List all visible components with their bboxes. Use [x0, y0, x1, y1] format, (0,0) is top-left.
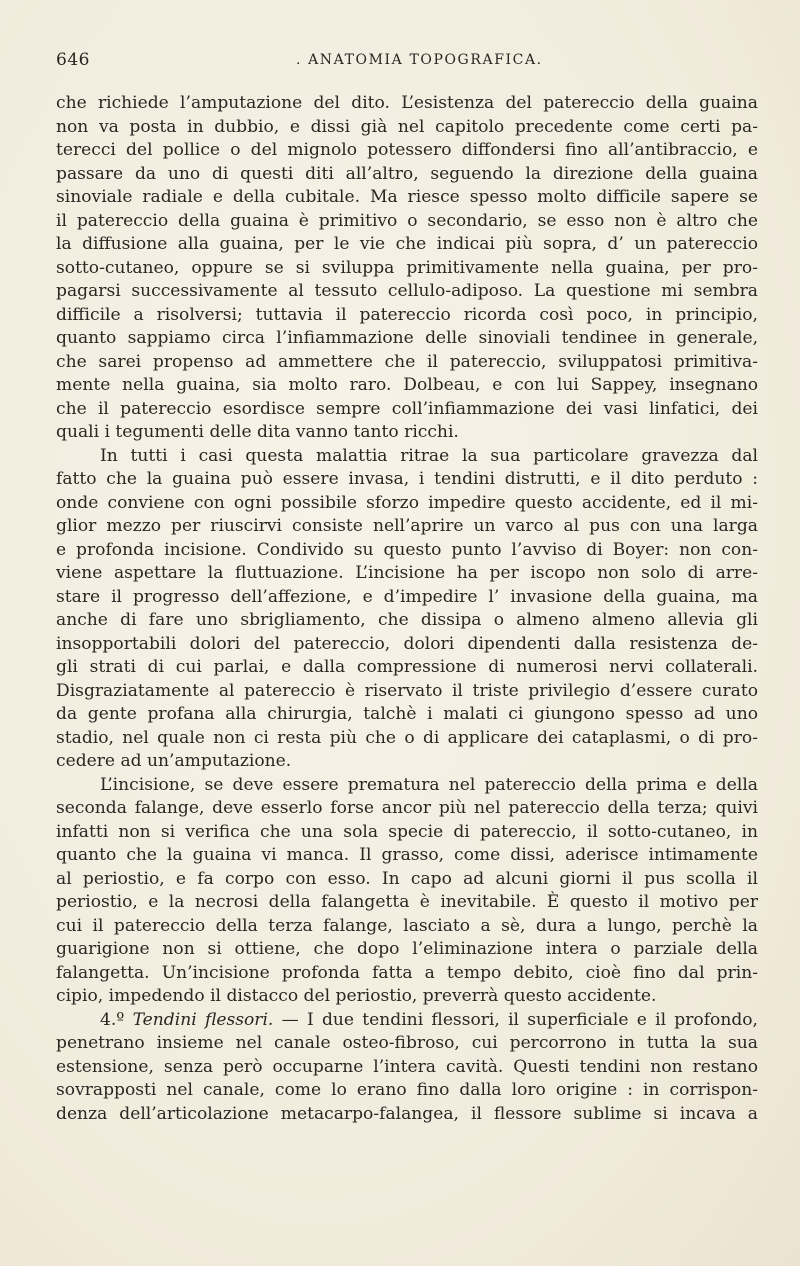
text-line: il patereccio della guaina è primitivo o secondario, se esso non è altro che: [56, 210, 758, 231]
text-line: che il patereccio esordisce sempre coll’infiammazione dei vasi linfatici, dei: [56, 398, 758, 419]
text-line: mente nella guaina, sia molto raro. Dolbeau, e con lui Sappey, insegnano: [56, 375, 758, 395]
text-line: estensione, senza però occuparne l’intera cavità. Questi tendini non restano: [56, 1056, 758, 1077]
text-line: periostio, e la necrosi della falangetta è inevitabile. È questo il motivo per: [56, 892, 758, 912]
text-line: sovrapposti nel canale, come lo erano fino dalla loro origine : in corrispon-: [56, 1080, 758, 1100]
text-line: al periostio, e fa corpo con esso. In capo ad alcuni giorni il pus scolla il: [56, 868, 758, 889]
text-line: cedere ad un’amputazione.: [56, 751, 292, 771]
text-line: terecci del pollice o del mignolo potessero diffondersi fino all’antibraccio, e: [56, 140, 758, 160]
text-line: onde conviene con ogni possibile sforzo impedire questo accidente, ed il mi-: [56, 492, 758, 513]
text-line: fatto che la guaina può essere invasa, i tendini distrutti, e il dito perduto :: [56, 469, 758, 489]
text-line: sotto-cutaneo, oppure se si sviluppa primitivamente nella guaina, per pro-: [56, 257, 758, 278]
text-line: stadio, nel quale non ci resta più che o di applicare dei cataplasmi, o di pro-: [56, 727, 758, 748]
section-number: 4.º: [100, 1009, 125, 1030]
text-line: anche di fare uno sbrigliamento, che dissipa o almeno almeno allevia gli: [56, 610, 758, 630]
text-line: gli strati di cui parlai, e dalla compressione di numerosi nervi collaterali.: [56, 657, 758, 677]
text-line: denza dell’articolazione metacarpo-falangea, il flessore sublime si incava a: [56, 1103, 758, 1124]
paragraph-first-line: In tutti i casi questa malattia ritrae la sua particolare gravezza dal: [100, 445, 758, 466]
text-line: quanto che la guaina vi manca. Il grasso, come dissi, aderisce intimamente: [56, 845, 758, 865]
text-line: glior mezzo per riuscirvi consiste nell’aprire un varco al pus con una larga: [56, 516, 758, 536]
text-line: viene aspettare la fluttuazione. L’incisione ha per iscopo non solo di arre-: [56, 563, 758, 583]
text-line: insopportabili dolori del patereccio, dolori dipendenti dalla resistenza de-: [56, 633, 758, 654]
text-line: cui il patereccio della terza falange, lasciato a sè, dura a lungo, perchè la: [56, 915, 758, 936]
text-line: pagarsi successivamente al tessuto cellulo-adiposo. La questione mi sembra: [56, 281, 758, 301]
text-line: la diffusione alla guaina, per le vie che indicai più sopra, d’ un patereccio: [56, 234, 758, 254]
text-line: falangetta. Un’incisione profonda fatta a tempo debito, cioè fino dal prin-: [56, 962, 758, 983]
section-text: — I due tendini flessori, il superficiale e il profondo,: [273, 1009, 758, 1030]
text-line: da gente profana alla chirurgia, talchè i malati ci giungono spesso ad uno: [56, 704, 758, 724]
text-line: sinoviale radiale e della cubitale. Ma riesce spesso molto difficile sapere se: [56, 187, 758, 207]
text-line: guarigione non si ottiene, che dopo l’eliminazione intera o parziale della: [56, 939, 758, 959]
text-line: non va posta in dubbio, e dissi già nel capitolo precedente come certi pa-: [56, 116, 758, 137]
section-title: Tendini flessori.: [132, 1009, 274, 1030]
text-line: quanto sappiamo circa l’infiammazione delle sinoviali tendinee in generale,: [56, 328, 758, 348]
text-line: e profonda incisione. Condivido su questo punto l’avviso di Boyer: non con-: [56, 539, 758, 560]
page-header: [56, 50, 756, 76]
text-line: difficile a risolversi; tuttavia il patereccio ricorda così poco, in principio,: [56, 304, 758, 325]
text-line: che richiede l’amputazione del dito. L’esistenza del patereccio della guaina: [56, 93, 758, 113]
page-number: 646: [56, 50, 90, 70]
section-heading-line: [56, 1009, 758, 1033]
text-line: quali i tegumenti delle dita vanno tanto ricchi.: [56, 422, 459, 442]
text-line: infatti non si verifica che una sola specie di patereccio, il sotto-cutaneo, in: [56, 821, 758, 842]
text-line: passare da uno di questi diti all’altro, seguendo la direzione della guaina: [56, 163, 758, 184]
text-line: stare il progresso dell’affezione, e d’impedire l’ invasione della guaina, ma: [56, 586, 758, 607]
paragraph-first-line: L’incisione, se deve essere prematura nel patereccio della prima e della: [100, 774, 758, 795]
text-line: penetrano insieme nel canale osteo-fibroso, cui percorrono in tutta la sua: [56, 1033, 758, 1053]
text-line: cipio, impedendo il distacco del periostio, preverrà questo accidente.: [56, 986, 657, 1006]
text-line: Disgraziatamente al patereccio è riservato il triste privilegio d’essere curato: [56, 680, 758, 701]
text-line: che sarei propenso ad ammettere che il patereccio, sviluppatosi primitiva-: [56, 351, 758, 372]
text-line: seconda falange, deve esserlo forse ancor più nel patereccio della terza; quivi: [56, 798, 758, 818]
running-title: . ANATOMIA TOPOGRAFICA.: [296, 52, 543, 68]
body-text: [56, 92, 758, 1126]
